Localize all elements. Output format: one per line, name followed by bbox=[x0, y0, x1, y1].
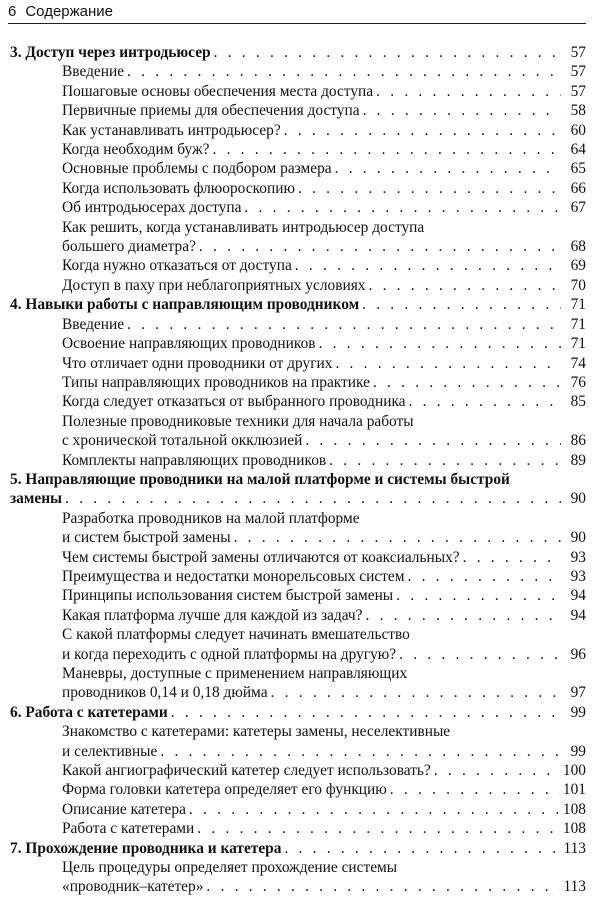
toc-entry-title: Какая платформа лучше для каждой из задач? bbox=[62, 606, 363, 624]
toc-page-number: 93 bbox=[570, 567, 586, 585]
toc-section-entry bbox=[10, 256, 586, 275]
toc-chapter-entry bbox=[10, 295, 586, 314]
dot-leader bbox=[244, 198, 561, 217]
toc-section-entry bbox=[10, 140, 586, 159]
toc-section-entry bbox=[10, 780, 586, 799]
toc-page-number: 93 bbox=[570, 548, 586, 566]
toc-section-entry bbox=[10, 548, 586, 567]
dot-leader bbox=[362, 295, 561, 314]
toc-entry-title: Какой ангиографический катетер следует использовать? bbox=[62, 762, 431, 780]
toc-page-number: 58 bbox=[570, 102, 586, 120]
toc-entry-title: с хронической тотальной окклюзией bbox=[62, 432, 303, 450]
toc-chapter-entry bbox=[10, 703, 586, 722]
toc-entry-title: Когда следует отказаться от выбранного проводника bbox=[62, 393, 406, 411]
dot-leader bbox=[284, 839, 560, 858]
toc-page-number: 94 bbox=[570, 587, 586, 605]
dot-leader bbox=[197, 819, 560, 838]
toc-page-number: 89 bbox=[570, 451, 586, 469]
toc-entry-title: Форма головки катетера определяет его функцию bbox=[62, 781, 387, 799]
toc-section-entry bbox=[10, 198, 586, 217]
toc-section-entry bbox=[10, 62, 586, 81]
toc-section-entry bbox=[10, 276, 586, 295]
toc-entry-title: «проводник–катетер» bbox=[62, 878, 204, 896]
toc-page-number: 90 bbox=[570, 490, 586, 508]
dot-leader bbox=[271, 683, 561, 702]
dot-leader bbox=[368, 276, 561, 295]
toc-section-entry bbox=[10, 625, 586, 664]
toc-entry-title: Преимущества и недостатки монорельсовых систем bbox=[62, 567, 405, 585]
toc-page-number: 94 bbox=[570, 606, 586, 624]
toc-section-entry bbox=[10, 159, 586, 178]
toc-section-entry bbox=[10, 858, 586, 897]
toc-section-entry bbox=[10, 722, 586, 761]
dot-leader bbox=[376, 82, 561, 101]
dot-leader bbox=[329, 451, 561, 470]
toc-section-entry bbox=[10, 412, 586, 451]
toc-page-number: 57 bbox=[570, 82, 586, 100]
toc-page-number: 64 bbox=[570, 141, 586, 159]
toc-entry-title: Освоение направляющих проводников bbox=[62, 335, 316, 353]
toc-entry-title: замены bbox=[10, 490, 63, 508]
dot-leader bbox=[373, 373, 561, 392]
toc-section-entry bbox=[10, 354, 586, 373]
toc-page-number: 86 bbox=[570, 432, 586, 450]
dot-leader bbox=[160, 742, 561, 761]
toc-entry-title: Когда нужно отказаться от доступа bbox=[62, 257, 292, 275]
toc-page-number: 60 bbox=[570, 121, 586, 139]
dot-leader bbox=[65, 489, 561, 508]
dot-leader bbox=[171, 703, 561, 722]
toc-page-number: 74 bbox=[570, 354, 586, 372]
toc-page-number: 100 bbox=[562, 762, 586, 780]
toc-entry-title-line: Разработка проводников на малой платформе bbox=[62, 509, 360, 527]
toc-entry-title: 6. Работа с катетерами bbox=[10, 703, 168, 721]
toc-page-number: 108 bbox=[562, 800, 586, 818]
toc-page-number: 69 bbox=[570, 257, 586, 275]
toc-entry-title-line: Полезные проводниковые техники для начала работы bbox=[62, 412, 414, 430]
toc-section-entry bbox=[10, 315, 586, 334]
toc-entry-title-line: Маневры, доступные с применением направляющих bbox=[62, 665, 408, 682]
header-page-number: 6 bbox=[8, 3, 17, 20]
dot-leader bbox=[305, 431, 561, 450]
toc-page-number: 90 bbox=[570, 529, 586, 547]
toc-chapter-entry bbox=[10, 43, 586, 62]
toc-entry-title: Типы направляющих проводников на практике bbox=[62, 373, 370, 391]
dot-leader bbox=[434, 761, 560, 780]
toc-page-number: 108 bbox=[562, 820, 586, 838]
dot-leader bbox=[127, 62, 561, 81]
toc-page-number: 113 bbox=[563, 878, 586, 896]
toc-entry-title: Введение bbox=[62, 315, 125, 333]
dot-leader bbox=[363, 101, 561, 120]
toc-page-number: 65 bbox=[570, 160, 586, 178]
toc-section-entry bbox=[10, 800, 586, 819]
toc-entry-title: 4. Навыки работы с направляющим проводником bbox=[10, 296, 360, 314]
toc-entry-title: Чем системы быстрой замены отличаются от коаксиальных? bbox=[62, 548, 460, 566]
dot-leader bbox=[284, 121, 561, 140]
toc-entry-title: Об интродьюсерах доступа bbox=[62, 199, 242, 217]
toc-page-number: 96 bbox=[570, 645, 586, 663]
toc-section-entry bbox=[10, 82, 586, 101]
toc-page-number: 67 bbox=[570, 199, 586, 217]
toc-page-number: 70 bbox=[570, 276, 586, 294]
toc-entry-title: Комплекты направляющих проводников bbox=[62, 451, 327, 469]
toc-page-number: 99 bbox=[570, 703, 586, 721]
dot-leader bbox=[409, 392, 561, 411]
toc-page-number: 97 bbox=[570, 684, 586, 702]
toc-page-number: 101 bbox=[562, 781, 586, 799]
dot-leader bbox=[463, 548, 561, 567]
toc-page-number: 76 bbox=[570, 373, 586, 391]
toc-entry-title: Описание катетера bbox=[62, 800, 186, 818]
toc-entry-title-line: Как решить, когда устанавливать интродьюсер доступа bbox=[62, 218, 425, 236]
toc-entry-title-line: 5. Направляющие проводники на малой платформе и системы быстрой bbox=[10, 470, 510, 488]
toc-entry-title-line: С какой платформы следует начинать вмешательство bbox=[62, 626, 410, 644]
toc-section-entry bbox=[10, 509, 586, 548]
dot-leader bbox=[212, 140, 561, 159]
toc-page-number: 71 bbox=[570, 315, 586, 333]
toc-entry-title: Что отличает одни проводники от других bbox=[62, 354, 333, 372]
toc-section-entry bbox=[10, 567, 586, 586]
toc-page-number: 99 bbox=[570, 742, 586, 760]
toc-page-number: 68 bbox=[570, 238, 586, 256]
dot-leader bbox=[335, 159, 561, 178]
toc-section-entry bbox=[10, 392, 586, 411]
dot-leader bbox=[399, 645, 561, 664]
toc-entry-title: и селективные bbox=[62, 742, 158, 760]
toc-entry-title: Пошаговые основы обеспечения места доступа bbox=[62, 82, 374, 100]
toc-section-entry bbox=[10, 606, 586, 625]
toc-section-entry bbox=[10, 218, 586, 257]
toc-section-entry bbox=[10, 179, 586, 198]
toc-section-entry bbox=[10, 334, 586, 353]
toc-page-number: 85 bbox=[570, 393, 586, 411]
dot-leader bbox=[298, 179, 561, 198]
dot-leader bbox=[127, 315, 561, 334]
toc-entry-title: проводников 0,14 и 0,18 дюйма bbox=[62, 684, 268, 702]
toc-entry-title-line: Знакомство с катетерами: катетеры замены, неселективные bbox=[62, 723, 451, 741]
toc-section-entry bbox=[10, 761, 586, 780]
toc-page-number: 57 bbox=[570, 44, 586, 61]
toc-page-number: 71 bbox=[570, 296, 586, 314]
dot-leader bbox=[366, 606, 561, 625]
dot-leader bbox=[214, 43, 561, 62]
toc-entry-title: Первичные приемы для обеспечения доступа bbox=[62, 102, 360, 120]
toc-entry-title: 3. Доступ через интродьюсер bbox=[10, 44, 211, 61]
toc-page-number: 66 bbox=[570, 179, 586, 197]
toc-entry-title: Работа с катетерами bbox=[62, 820, 195, 838]
toc-entry-title: большего диаметра? bbox=[62, 238, 196, 256]
toc-entry-title: Как устанавливать интродьюсер? bbox=[62, 121, 281, 139]
toc-section-entry bbox=[10, 373, 586, 392]
dot-leader bbox=[295, 256, 561, 275]
toc-page-number: 71 bbox=[570, 335, 586, 353]
dot-leader bbox=[189, 800, 560, 819]
toc-section-entry bbox=[10, 664, 586, 703]
toc-section-entry bbox=[10, 586, 586, 605]
toc-entry-title: и систем быстрой замены bbox=[62, 529, 231, 547]
dot-leader bbox=[390, 780, 560, 799]
toc-entry-title: Доступ в паху при неблагоприятных условиях bbox=[62, 276, 366, 294]
running-head bbox=[8, 2, 586, 24]
dot-leader bbox=[206, 877, 560, 896]
toc-section-entry bbox=[10, 819, 586, 838]
toc-entry-title: Принципы использования систем быстрой замены bbox=[62, 587, 394, 605]
toc-entry-title: Когда использовать флюороскопию bbox=[62, 179, 295, 197]
dot-leader bbox=[234, 528, 561, 547]
toc-page-number: 57 bbox=[570, 63, 586, 81]
toc-entry-title: Основные проблемы с подбором размера bbox=[62, 160, 332, 178]
toc-chapter-entry bbox=[10, 839, 586, 858]
toc-entry-title: 7. Прохождение проводника и катетера bbox=[10, 839, 282, 857]
dot-leader bbox=[396, 586, 561, 605]
toc-section-entry bbox=[10, 101, 586, 120]
toc-section-entry bbox=[10, 121, 586, 140]
toc-page-number: 113 bbox=[563, 839, 586, 857]
dot-leader bbox=[407, 567, 561, 586]
toc-entry-title: Введение bbox=[62, 63, 125, 81]
toc-chapter-entry bbox=[10, 470, 586, 509]
toc-entry-title: и когда переходить с одной платформы на другую? bbox=[62, 645, 397, 663]
dot-leader bbox=[199, 237, 561, 256]
toc-section-entry bbox=[10, 451, 586, 470]
dot-leader bbox=[335, 354, 561, 373]
header-title: Содержание bbox=[25, 3, 114, 20]
toc-entry-title-line: Цель процедуры определяет прохождение системы bbox=[62, 859, 398, 877]
dot-leader bbox=[319, 334, 561, 353]
toc-entry-title: Когда необходим буж? bbox=[62, 141, 210, 159]
table-of-contents bbox=[10, 43, 586, 897]
